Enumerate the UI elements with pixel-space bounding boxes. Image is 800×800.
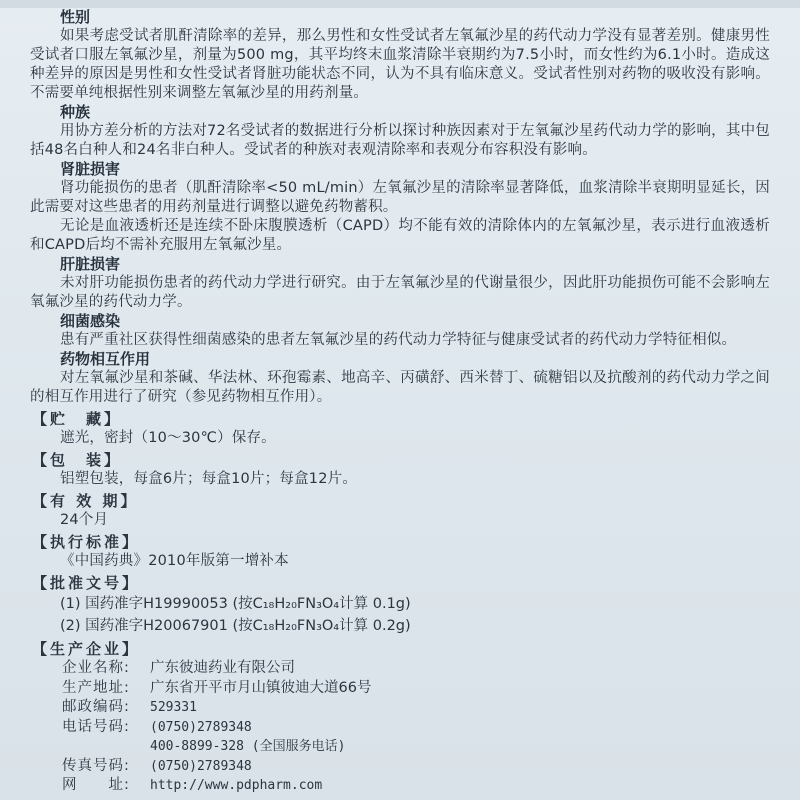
section-title-infection: 细菌感染 xyxy=(60,312,121,330)
company-row xyxy=(30,659,770,679)
section-title-gender: 性别 xyxy=(60,8,91,26)
cut-top-strip xyxy=(0,0,800,8)
section-title-interaction: 药物相互作用 xyxy=(60,350,151,368)
company-value: 广东彼迪药业有限公司 xyxy=(150,660,295,676)
zip-row xyxy=(30,698,770,718)
leaflet-content xyxy=(30,8,770,796)
paragraph-race: 用协方差分析的方法对72名受试者的数据进行分析以探讨种族因素对于左氧氟沙星药代动力学的影响，其中包括48名白种人和24名非白种人。受试者的种族对表观清除率和表观分布容积没有影响。 xyxy=(30,123,770,158)
approval-section xyxy=(30,573,770,637)
paragraph-gender: 如果考虑受试者肌酐清除率的差异，那么男性和女性受试者左氧氟沙星的药代动力学没有显著差别。健康男性受试者口服左氧氟沙星，剂量为500 mg，其平均终末血浆清除半衰期约为7.5小时，而女性约为6.1小时。造成这种差异的原因是男性和女性受试者肾脏功能状态不同，认为不具有临床意义。受试者性别对药物的吸收没有影响。不需要单纯根据性别来调整左氧氟沙星的用药剂量。 xyxy=(30,28,770,101)
address-value: 广东省开平市月山镇彼迪大道66号 xyxy=(150,679,372,696)
section-title-renal: 肾脏损害 xyxy=(60,160,121,178)
phone-value-1: (0750)2789348 xyxy=(150,719,252,735)
validity-section xyxy=(30,491,770,530)
web-value: http://www.pdpharm.com xyxy=(150,778,323,793)
section-title-hepatic: 肝脏损害 xyxy=(60,255,121,273)
package-section xyxy=(30,450,770,489)
validity-text: 24个月 xyxy=(60,512,109,528)
zip-label: 邮政编码: xyxy=(62,699,130,715)
standard-text: 《中国药典》2010年版第一增补本 xyxy=(60,553,289,569)
phone-row xyxy=(30,718,770,738)
manufacturer-section xyxy=(30,639,770,796)
paragraph-renal-2: 无论是血液透析还是连续不卧床腹膜透析（CAPD）均不能有效的清除体内的左氧氟沙星，表示进行血液透析和CAPD后均不需补充服用左氧氟沙星。 xyxy=(30,218,770,253)
paragraph-interaction: 对左氧氟沙星和茶碱、华法林、环孢霉素、地高辛、丙磺舒、西米替丁、硫糖铝以及抗酸剂的药代动力学之间的相互作用进行了研究（参见药物相互作用）。 xyxy=(30,370,770,405)
standard-section xyxy=(30,532,770,571)
web-row xyxy=(30,776,770,796)
storage-heading: 【贮 藏】 xyxy=(32,410,123,428)
phone-row-2 xyxy=(30,737,770,757)
approval-item: (1) 国药准字H19990053 (按C₁₈H₂₀FN₃O₄计算 0.1g) xyxy=(60,596,411,612)
company-label: 企业名称: xyxy=(62,660,130,676)
phone-value-2: 400-8899-328 (全国服务电话) xyxy=(150,739,346,754)
manufacturer-heading: 【生产企业】 xyxy=(32,640,141,658)
fax-row xyxy=(30,757,770,777)
paragraph-infection: 患有严重社区获得性细菌感染的患者左氧氟沙星的药代动力学特征与健康受试者的药代动力学特征相似。 xyxy=(60,332,737,348)
web-label: 网 址: xyxy=(62,777,130,793)
storage-section xyxy=(30,409,770,448)
validity-heading: 【有 效 期】 xyxy=(32,492,139,510)
fax-value: (0750)2789348 xyxy=(150,758,252,774)
paragraph-hepatic: 未对肝功能损伤患者的药代动力学进行研究。由于左氧氟沙星的代谢量很少，因此肝功能损伤可能不会影响左氧氟沙星的药代动力学。 xyxy=(30,275,770,310)
storage-text: 遮光，密封（10～30℃）保存。 xyxy=(60,430,276,446)
section-title-race: 种族 xyxy=(60,103,91,121)
address-row xyxy=(30,679,770,699)
approval-heading: 【批准文号】 xyxy=(32,574,141,592)
address-label: 生产地址: xyxy=(62,679,130,696)
package-heading: 【包 装】 xyxy=(32,451,123,469)
fax-label: 传真号码: xyxy=(62,757,130,774)
phone-label: 电话号码: xyxy=(62,718,130,735)
approval-item: (2) 国药准字H20067901 (按C₁₈H₂₀FN₃O₄计算 0.2g) xyxy=(60,618,411,634)
package-text: 铝塑包装，每盒6片；每盒10片；每盒12片。 xyxy=(60,471,358,487)
standard-heading: 【执行标准】 xyxy=(32,533,141,551)
paragraph-renal-1: 肾功能损伤的患者（肌酐清除率<50 mL/min）左氧氟沙星的清除率显著降低，血浆清除半衰期明显延长，因此需要对这些患者的用药剂量进行调整以避免药物蓄积。 xyxy=(30,180,770,215)
zip-value: 529331 xyxy=(150,700,197,715)
